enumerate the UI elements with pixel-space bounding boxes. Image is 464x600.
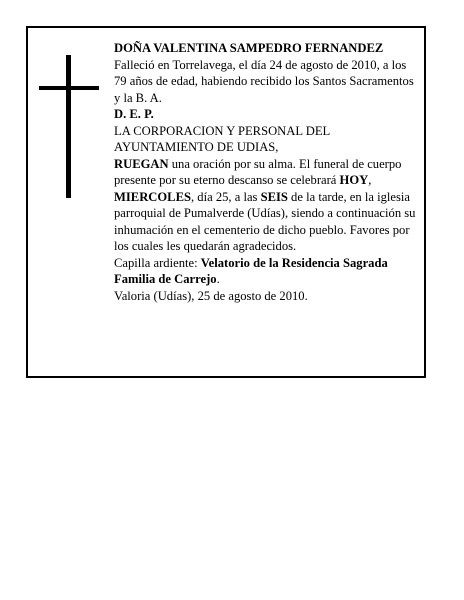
- chapel-place: Velatorio de la Residencia Sagrada Familia de Carrejo: [114, 255, 388, 286]
- request-text-2: , día 25, a las: [190, 189, 261, 204]
- chapel-info: [114, 255, 422, 288]
- funeral-request: [114, 156, 422, 255]
- chapel-label: Capilla ardiente:: [114, 255, 201, 270]
- dep-text: D. E. P.: [114, 107, 154, 121]
- chapel-end: .: [216, 272, 220, 286]
- request-separator: ,: [368, 173, 372, 187]
- obituary-notice: [26, 26, 426, 378]
- ruegan-text: RUEGAN: [114, 156, 169, 171]
- weekday-text: MIERCOLES: [114, 189, 191, 204]
- hour-text: SEIS: [260, 189, 288, 204]
- notice-text: [114, 40, 422, 304]
- cross-horizontal-bar: [39, 86, 99, 90]
- death-announcement: Falleció en Torrelavega, el día 24 de agosto de 2010, a los 79 años de edad, habiendo recibido los Santos Sacramentos y la B. A.: [114, 57, 414, 105]
- organization-name: LA CORPORACION Y PERSONAL DEL AYUNTAMIENTO DE UDIAS,: [114, 123, 330, 154]
- hoy-text: HOY: [339, 173, 369, 187]
- request-text-1: una oración por su alma. El funeral de cuerpo presente por su eterno descanso se celebrará: [114, 156, 402, 187]
- deceased-name: DOÑA VALENTINA SAMPEDRO FERNANDEZ: [114, 41, 384, 55]
- cross-vertical-bar: [66, 55, 71, 198]
- place-date: Valoria (Udías), 25 de agosto de 2010.: [114, 288, 308, 303]
- cross-icon: [39, 55, 99, 198]
- request-text-3: de la tarde, en la iglesia parroquial de Pumalverde (Udías), siendo a continuación su inhumación en el cementerio de dicho pueblo. Favores por los cuales les quedarán agradecidos.: [114, 189, 416, 253]
